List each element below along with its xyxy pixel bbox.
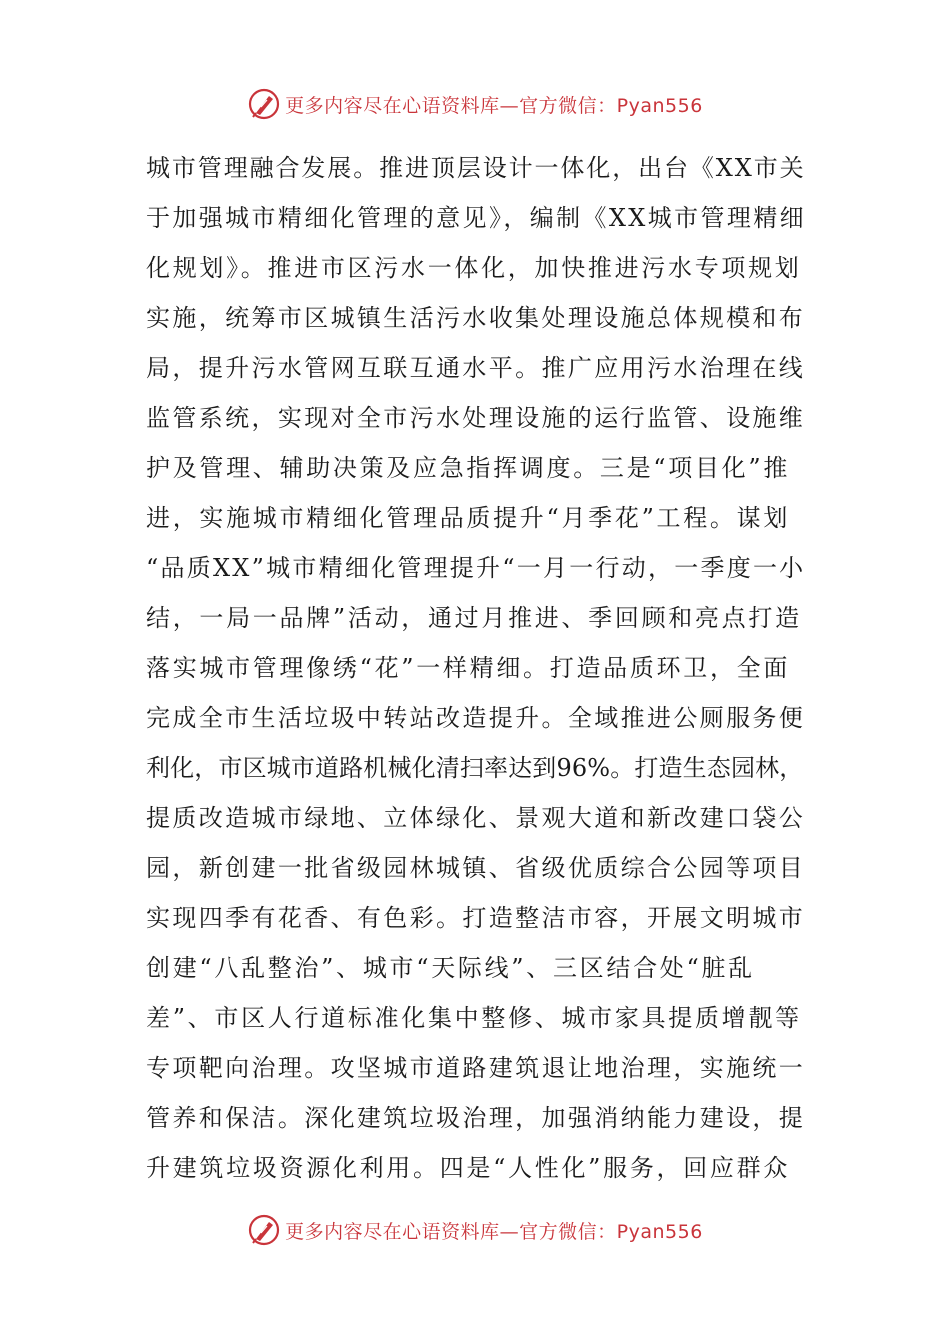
header-banner (0, 84, 950, 124)
text-line: 于加强城市精细化管理的意见》，编制《XX城市管理精细 (146, 204, 807, 232)
header-banner-handle: Pyan556 (616, 94, 703, 117)
text-line: 实现四季有花香、有色彩。打造整洁市容，开展文明城市 (146, 904, 806, 932)
text-line: 利化，市区城市道路机械化清扫率达到96%。打造生态园林， (146, 754, 804, 782)
header-banner-label: 更多内容尽在心语资料库—官方微信： (285, 94, 617, 117)
text-line: 创建“八乱整治”、城市“天际线”、三区结合处“脏乱 (146, 954, 755, 982)
text-line: 差”、市区人行道标准化集中整修、城市家具提质增靓等 (146, 1004, 802, 1032)
text-line: 专项靶向治理。攻坚城市道路建筑退让地治理，实施统一 (146, 1054, 806, 1082)
text-line: 护及管理、辅助决策及应急指挥调度。三是“项目化”推 (146, 454, 791, 482)
text-line: 落实城市管理像绣“花”一样精细。打造品质环卫，全面 (146, 654, 791, 682)
document-body (146, 143, 806, 1193)
text-line: 进，实施城市精细化管理品质提升“月季花”工程。谋划 (146, 504, 791, 532)
text-line: “品质XX”城市精细化管理提升“一月一行动，一季度一小 (146, 554, 806, 582)
text-line: 升建筑垃圾资源化利用。四是“人性化”服务，回应群众 (146, 1154, 791, 1182)
footer-banner-label: 更多内容尽在心语资料库—官方微信： (285, 1220, 617, 1243)
footer-banner-handle: Pyan556 (616, 1220, 703, 1243)
footer-banner (0, 1210, 950, 1250)
text-line: 结，一局一品牌”活动，通过月推进、季回顾和亮点打造 (146, 604, 802, 632)
header-banner-text (285, 91, 703, 118)
footer-banner-text (285, 1217, 703, 1244)
text-line: 城市管理融合发展。推进顶层设计一体化，出台《XX市关 (146, 154, 806, 182)
text-line: 完成全市生活垃圾中转站改造提升。全域推进公厕服务便 (146, 704, 806, 732)
text-line: 管养和保洁。深化建筑垃圾治理，加强消纳能力建设，提 (146, 1104, 806, 1132)
text-line: 提质改造城市绿地、立体绿化、景观大道和新改建口袋公 (146, 804, 806, 832)
quill-pen-logo-icon (247, 87, 281, 121)
text-line: 局，提升污水管网互联互通水平。推广应用污水治理在线 (146, 354, 806, 382)
text-line: 化规划》。推进市区污水一体化，加快推进污水专项规划 (146, 254, 802, 282)
text-line: 监管系统，实现对全市污水处理设施的运行监管、设施维 (146, 404, 806, 432)
text-line: 实施，统筹市区城镇生活污水收集处理设施总体规模和布 (146, 304, 806, 332)
text-line: 园，新创建一批省级园林城镇、省级优质综合公园等项目 (146, 854, 806, 882)
quill-pen-logo-icon (247, 1213, 281, 1247)
